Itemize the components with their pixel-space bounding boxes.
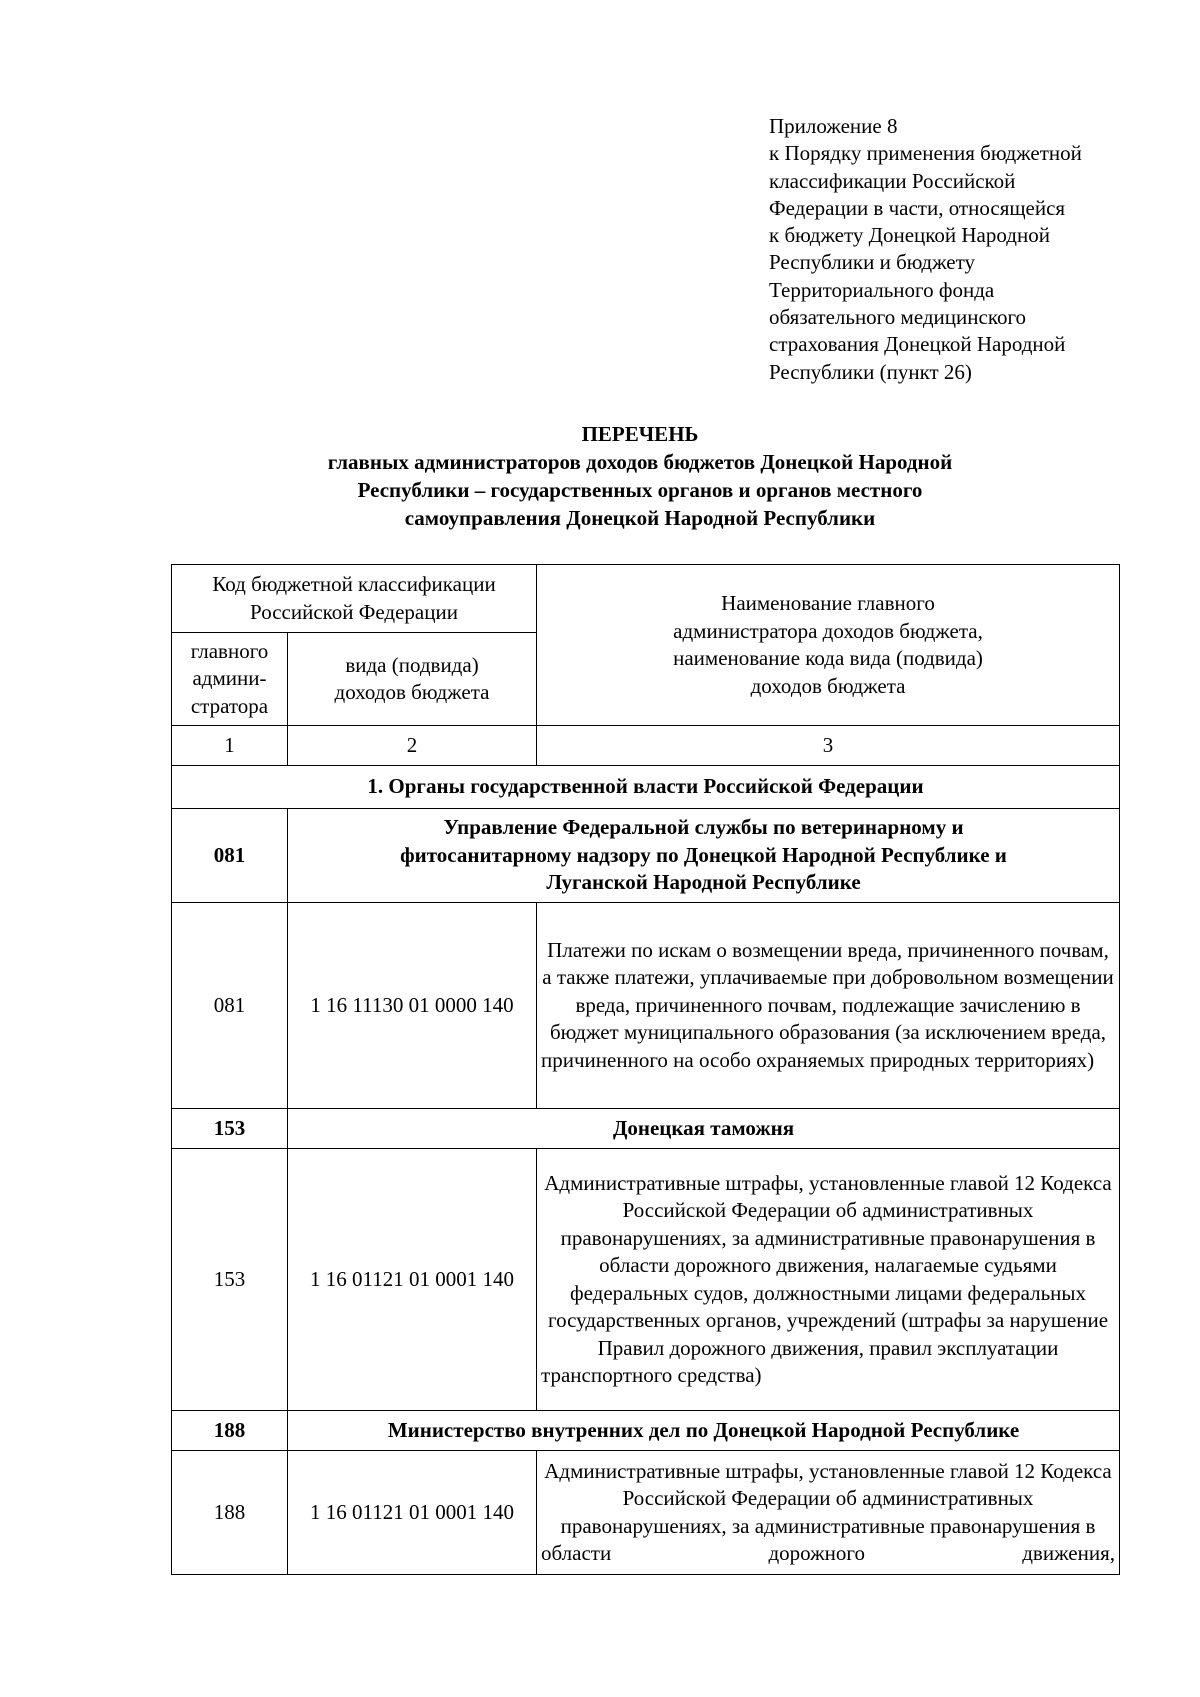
title-subtitle-line: Республики – государственных органов и органов местного [357, 478, 923, 502]
section-row [172, 766, 1120, 809]
table-row [172, 903, 1120, 1109]
table-header-row [172, 565, 1120, 633]
header-code-group: Код бюджетной классификации Российской Федерации [172, 565, 537, 633]
header-income-code-column: вида (подвида) доходов бюджета [288, 633, 537, 726]
record-admin-code: 081 [172, 903, 288, 1109]
record-admin-code: 153 [172, 1149, 288, 1411]
appendix-note [769, 113, 1169, 386]
header-admin-column: главного админи- стратора [172, 633, 288, 726]
record-description: Административные штрафы, установленные главой 12 Кодекса Российской Федерации об административных правонарушениях, за административные правонарушения в области дорожного движения, [537, 1451, 1120, 1575]
table-row [172, 1149, 1120, 1411]
admin-name: Управление Федеральной службы по ветеринарному и фитосанитарному надзору по Донецкой Народной Республике и Луганской Народной Республике [288, 809, 1120, 903]
appendix-line: Республики и бюджету [769, 250, 976, 275]
admin-row [172, 1109, 1120, 1149]
record-income-code: 1 16 01121 01 0001 140 [288, 1451, 537, 1575]
admin-code: 153 [172, 1109, 288, 1149]
record-income-code: 1 16 11130 01 0000 140 [288, 903, 537, 1109]
section-title: 1. Органы государственной власти Российской Федерации [172, 766, 1120, 809]
record-income-code: 1 16 01121 01 0001 140 [288, 1149, 537, 1411]
record-description: Платежи по искам о возмещении вреда, причиненного почвам, а также платежи, уплачиваемые при добровольном возмещении вреда, причиненного почвам, подлежащие зачислению в бюджет муниципального образования (за исключением вреда, причиненного на особо охраняемых природных территориях) [537, 903, 1120, 1109]
column-number: 3 [537, 726, 1120, 766]
admin-code: 188 [172, 1411, 288, 1451]
title-subtitle-line: главных администраторов доходов бюджетов Донецкой Народной [327, 450, 953, 474]
admin-row [172, 1411, 1120, 1451]
appendix-line: к Порядку применения бюджетной [769, 141, 1082, 166]
column-numbers-row [172, 726, 1120, 766]
title-heading: ПЕРЕЧЕНЬ [581, 422, 699, 446]
table-row [172, 1451, 1120, 1575]
administrators-table [171, 564, 1120, 1575]
column-number: 1 [172, 726, 288, 766]
appendix-line: Территориального фонда [769, 277, 995, 302]
appendix-line: к бюджету Донецкой Народной [769, 223, 1050, 248]
admin-row [172, 809, 1120, 903]
appendix-line: Приложение 8 [769, 114, 898, 138]
admin-code: 081 [172, 809, 288, 903]
admin-name: Донецкая таможня [288, 1109, 1120, 1149]
appendix-line: страхования Донецкой Народной [769, 332, 1066, 357]
title-subtitle-line: самоуправления Донецкой Народной Республики [404, 506, 876, 530]
admin-name: Министерство внутренних дел по Донецкой Народной Республике [288, 1411, 1120, 1451]
document-title [160, 420, 1120, 532]
record-admin-code: 188 [172, 1451, 288, 1575]
header-name-column: Наименование главного администратора доходов бюджета, наименование кода вида (подвида) доходов бюджета [537, 565, 1120, 726]
appendix-line: Республики (пункт 26) [769, 359, 972, 384]
column-number: 2 [288, 726, 537, 766]
appendix-line: классификации Российской [769, 168, 1016, 193]
appendix-line: обязательного медицинского [769, 305, 1027, 330]
record-description: Административные штрафы, установленные главой 12 Кодекса Российской Федерации об административных правонарушениях, за административные правонарушения в области дорожного движения, налагаемые судьями федеральных судов, должностными лицами федеральных государственных органов, учреждений (штрафы за нарушение Правил дорожного движения, правил эксплуатации транспортного средства) [537, 1149, 1120, 1411]
appendix-line: Федерации в части, относящейся [769, 195, 1066, 220]
